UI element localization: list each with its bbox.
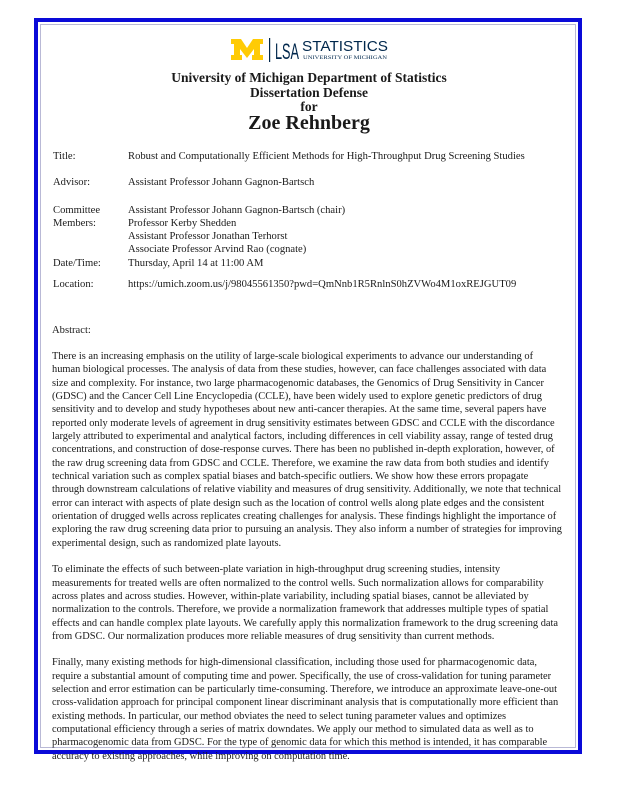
committee-label-line2: Members: [53, 218, 96, 229]
title-value: Robust and Computationally Efficient Methods for High-Throughput Drug Screening Studies [128, 151, 525, 162]
committee-label [53, 204, 123, 230]
block-m-icon [231, 39, 263, 60]
logo-statistics: STATISTICS [302, 38, 388, 55]
zoom-link[interactable]: https://umich.zoom.us/j/98045561350?pwd=QmNnb1R5RnlnS0hZVWo4M1oxREJGUT09 [128, 279, 517, 290]
logo-divider [269, 38, 270, 62]
committee-member: Associate Professor Arvind Rao (cognate) [128, 244, 307, 255]
committee-members-list [128, 204, 345, 256]
event-type-heading: Dissertation Defense [249, 85, 369, 100]
datetime-value: Thursday, April 14 at 11:00 AM [128, 258, 264, 269]
advisor-value: Assistant Professor Johann Gagnon-Bartsch [128, 177, 315, 188]
abstract-label: Abstract: [52, 325, 91, 336]
committee-label-line1: Committee [53, 205, 101, 216]
candidate-name: Zoe Rehnberg [248, 112, 370, 134]
committee-member: Professor Kerby Shedden [128, 218, 237, 229]
michigan-block-m-icon [231, 36, 391, 64]
abstract-paragraph: There is an increasing emphasis on the utility of large-scale biological experiments to advance our understanding of human biological processes. The analysis of data from these studies, however, can face challenges associated with data size and complexity. For instance, two large pharmacogenomic databases, the Genomics of Drug Sensitivity in Cancer (GDSC) and the Cancer Cell Line Encyclopedia (CCLE), have been widely used to explore genetic predictors of drug sensitivity and to develop and study hypotheses about new anti-cancer therapies. At the same time, several papers have reported only moderate levels of agreement in drug sensitivity estimates between GDSC and CCLE with the discordance largely attributed to experimental and analytical factors, including differences in cell viability assay, range of tested drug concentrations, and construction of dose-response curves. There has been no published in-depth exploration, however, of the raw drug screening data from GDSC and CCLE. Therefore, we examine the raw data from both studies and identify technical variation such as complex spatial biases and batch-specific outliers. We show how these errors propagate through downstream calculations of relative viability and measures of drug sensitivity. Additionally, we note that technical error can interact with aspects of plate design such as the location of control wells along plate edges and the consistent orientation of drugged wells across replicates creating challenges for analysis. These findings highlight the importance of exploring the raw drug screening data prior to pursuing an analysis. They also inform a number of strategies for improving experimental design, such as randomized plate layouts. [52, 351, 562, 549]
abstract-paragraph: Finally, many existing methods for high-dimensional classification, including those used for pharmacogenomic data, require a substantial amount of computing time and power. Specifically, the use of cross-validation for tuning parameter selection and error estimation can be particularly time-consuming. Therefore, we introduce an approximate leave-one-out cross-validation approach for principal component linear discriminant analysis that is computationally more efficient than existing methods. In particular, our method obviates the need to select tuning parameter values and optimizes computational efficiency through a series of matrix downdates. We apply our method to simulated data as well as to pharmacogenomic data from GDSC. For the type of genomic data for which this method is intended, it has comparable accuracy to existing approaches, while improving on computation time. [52, 657, 559, 762]
for-heading: for [300, 99, 318, 114]
advisor-label: Advisor: [53, 177, 91, 188]
committee-member: Assistant Professor Jonathan Terhorst [128, 231, 288, 242]
abstract-paragraph: To eliminate the effects of such between-plate variation in high-throughput drug screening studies, intensity measurements for treated wells are often normalized to the control wells. Such normalization allows for comparability across plates and across studies. However, within-plate variability, including spatial biases, cannot be alleviated by normalization to the controls. Therefore, we provide a normalization framework that addresses multiple types of spatial effects and can handle complex plate layouts. We carefully apply this normalization framework to the drug screening data from GDSC. Our normalization produces more reliable measures of drug sensitivity than current methods. [52, 564, 559, 642]
datetime-label: Date/Time: [53, 258, 101, 269]
logo-lsa: LSA [275, 39, 300, 64]
abstract-body [52, 350, 562, 776]
lsa-statistics-logo [231, 36, 391, 64]
committee-member: Assistant Professor Johann Gagnon-Bartsch (chair) [128, 205, 346, 216]
department-heading: University of Michigan Department of Statistics [171, 70, 447, 85]
title-label: Title: [53, 151, 76, 162]
logo-university: UNIVERSITY OF MICHIGAN [303, 55, 388, 61]
location-label: Location: [53, 279, 94, 290]
